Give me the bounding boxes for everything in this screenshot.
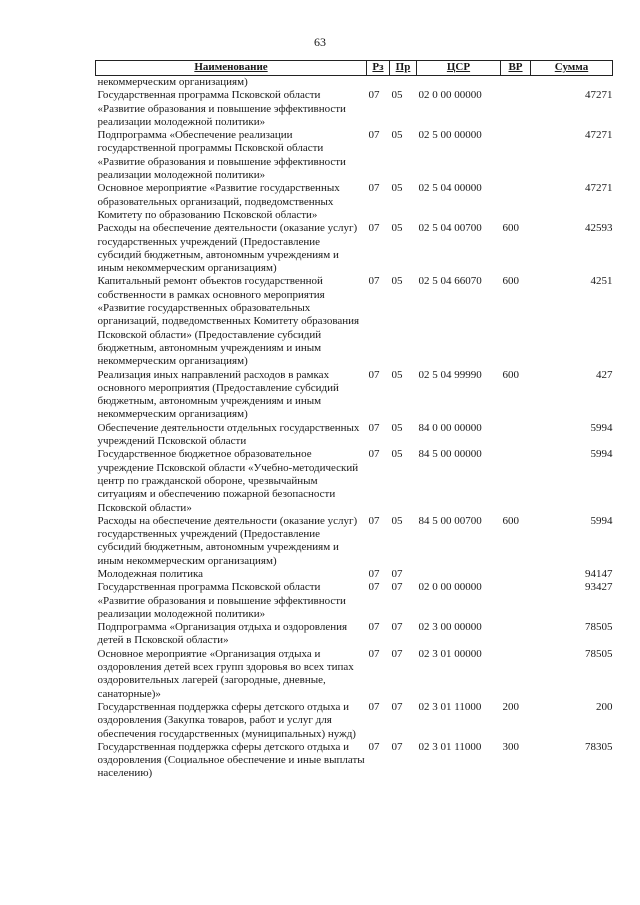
table-row	[96, 701, 613, 741]
cell-pr: 07	[391, 700, 403, 713]
cell-sum: 47271	[585, 89, 613, 102]
cell-name: Подпрограмма «Обеспечение реализации государственной программы Псковской области «Развитие образования и повышение эффективности реализации молодежной политики»	[97, 129, 346, 182]
cell-csr	[417, 568, 501, 581]
cell-vr	[501, 89, 531, 129]
cell-csr: 02 0 00 00000	[418, 89, 482, 102]
table-row	[96, 222, 613, 275]
cell-rz: 07	[368, 421, 380, 434]
cell-pr: 05	[391, 448, 403, 461]
cell-sum: 78505	[585, 621, 613, 634]
cell-sum: 47271	[585, 182, 613, 195]
cell-csr: 02 3 01 00000	[418, 647, 482, 660]
cell-vr: 600	[502, 368, 519, 381]
cell-csr: 02 0 00 00000	[418, 581, 482, 594]
cell-pr: 07	[391, 647, 403, 660]
cell-rz: 07	[368, 740, 380, 753]
cell-vr	[501, 448, 531, 514]
cell-name: Государственное бюджетное образовательное учреждение Псковской области «Учебно-методический центр по гражданской обороне, чрезвычайным ситуациям и обеспечению пожарной безопасности Псковской области»	[97, 448, 359, 514]
cell-csr: 02 3 01 11000	[418, 740, 482, 753]
cell-vr	[501, 129, 531, 182]
cell-rz: 07	[368, 222, 380, 235]
table-row	[96, 182, 613, 222]
cell-pr: 05	[391, 421, 403, 434]
header-rz: Рз	[367, 61, 390, 76]
cell-name: Государственная программа Псковской области «Развитие образования и повышение эффективности реализации молодежной политики»	[97, 581, 346, 620]
cell-sum: 47271	[585, 129, 613, 142]
cell-vr	[501, 76, 531, 90]
cell-pr: 07	[391, 740, 403, 753]
cell-pr: 07	[391, 621, 403, 634]
cell-name: Капитальный ремонт объектов государственной собственности в рамках основного мероприятия «Развитие государственных образовательных организаций, подведомственных Комитету образования Псковской области» (Предоставление субсидий бюджетным, автономным учреждениям и иным некоммерческим организациям)	[97, 275, 360, 368]
cell-name: Государственная поддержка сферы детского отдыха и оздоровления (Закупка товаров, работ и услуг для обеспечения государственных (муниципальных) нужд)	[97, 700, 356, 740]
cell-sum: 427	[596, 368, 613, 381]
page-number: 63	[314, 35, 326, 49]
cell-sum	[531, 76, 613, 90]
cell-rz: 07	[368, 182, 380, 195]
cell-sum: 5994	[590, 514, 613, 527]
cell-pr: 07	[391, 567, 403, 580]
cell-pr: 05	[391, 368, 403, 381]
header-csr: ЦСР	[417, 61, 501, 76]
cell-sum: 78305	[585, 740, 613, 753]
cell-sum: 200	[596, 700, 613, 713]
header-sum: Сумма	[531, 61, 613, 76]
cell-pr: 05	[391, 514, 403, 527]
cell-vr	[501, 648, 531, 701]
cell-pr: 05	[391, 275, 403, 288]
table-row	[96, 621, 613, 648]
cell-vr: 600	[502, 275, 519, 288]
cell-pr	[390, 76, 417, 90]
cell-csr: 02 5 04 00700	[418, 222, 482, 235]
table-row	[96, 448, 613, 514]
cell-csr: 02 5 00 00000	[418, 129, 482, 142]
cell-name: Обеспечение деятельности отдельных государственных учреждений Псковской области	[97, 421, 360, 448]
cell-csr: 02 3 01 11000	[418, 700, 482, 713]
table-row	[96, 648, 613, 701]
cell-rz: 07	[368, 647, 380, 660]
cell-name: Молодежная политика	[97, 567, 204, 580]
table-body	[96, 76, 613, 781]
cell-rz: 07	[368, 448, 380, 461]
cell-name: Государственная поддержка сферы детского отдыха и оздоровления (Социальное обеспечение и иные выплаты населению)	[97, 740, 365, 780]
table-row	[96, 89, 613, 129]
cell-rz: 07	[368, 275, 380, 288]
cell-vr	[501, 621, 531, 648]
cell-name: Основное мероприятие «Организация отдыха и оздоровления детей всех групп здоровья во всех типах оздоровительных лагерей (загородные, дневные, санаторные)»	[97, 647, 354, 700]
cell-sum: 5994	[590, 421, 613, 434]
cell-vr	[501, 422, 531, 449]
table-row	[96, 76, 613, 90]
table-row	[96, 275, 613, 368]
cell-csr: 84 0 00 00000	[418, 421, 482, 434]
cell-name: Расходы на обеспечение деятельности (оказание услуг) государственных учреждений (Предоставление субсидий бюджетным, автономным учреждениям и иным некоммерческим организациям)	[97, 514, 358, 567]
cell-rz: 07	[368, 89, 380, 102]
header-vr: ВР	[501, 61, 531, 76]
table-row	[96, 422, 613, 449]
cell-name: Расходы на обеспечение деятельности (оказание услуг) государственных учреждений (Предоставление субсидий бюджетным, автономным учреждениям и иным некоммерческим организациям)	[97, 222, 358, 275]
cell-rz: 07	[368, 368, 380, 381]
table-row	[96, 129, 613, 182]
cell-csr: 02 3 00 00000	[418, 621, 482, 634]
cell-vr	[501, 568, 531, 581]
cell-name: Подпрограмма «Организация отдыха и оздоровления детей в Псковской области»	[97, 621, 348, 647]
header-pr: Пр	[390, 61, 417, 76]
cell-rz	[367, 76, 390, 90]
cell-pr: 05	[391, 222, 403, 235]
table-header-row	[96, 61, 613, 76]
cell-vr: 300	[502, 740, 519, 753]
cell-rz: 07	[368, 581, 380, 594]
table-row	[96, 568, 613, 581]
cell-sum: 78505	[585, 647, 613, 660]
cell-name: Государственная программа Псковской области «Развитие образования и повышение эффективности реализации молодежной политики»	[97, 89, 346, 128]
cell-name: Основное мероприятие «Развитие государственных образовательных организаций, подведомственных Комитету по образованию Псковской области»	[97, 182, 340, 221]
cell-vr	[501, 581, 531, 621]
cell-rz: 07	[368, 514, 380, 527]
cell-sum: 5994	[590, 448, 613, 461]
cell-vr	[501, 182, 531, 222]
cell-rz: 07	[368, 621, 380, 634]
cell-rz: 07	[368, 129, 380, 142]
cell-vr: 600	[502, 514, 519, 527]
budget-table	[95, 60, 613, 781]
cell-pr: 05	[391, 129, 403, 142]
cell-csr: 02 5 04 00000	[418, 182, 482, 195]
cell-sum: 42593	[585, 222, 613, 235]
cell-sum: 4251	[590, 275, 613, 288]
cell-name: Реализация иных направлений расходов в рамках основного мероприятия (Предоставление субсидий бюджетным, автономным учреждениям и иным некоммерческим организациям)	[97, 368, 339, 421]
cell-vr: 600	[502, 222, 519, 235]
table-row	[96, 741, 613, 781]
cell-csr	[417, 76, 501, 90]
cell-sum: 94147	[585, 567, 613, 580]
cell-csr: 84 5 00 00700	[418, 514, 482, 527]
cell-pr: 07	[391, 581, 403, 594]
cell-rz: 07	[368, 700, 380, 713]
cell-csr: 84 5 00 00000	[418, 448, 482, 461]
cell-sum: 93427	[585, 581, 613, 594]
cell-vr: 200	[502, 700, 519, 713]
table-row	[96, 515, 613, 568]
header-name: Наименование	[96, 61, 367, 76]
table-row	[96, 581, 613, 621]
cell-csr: 02 5 04 99990	[418, 368, 482, 381]
cell-name: некоммерческим организациям)	[97, 76, 248, 88]
cell-pr: 05	[391, 182, 403, 195]
cell-csr: 02 5 04 66070	[418, 275, 482, 288]
cell-rz: 07	[368, 567, 380, 580]
cell-pr: 05	[391, 89, 403, 102]
table-row	[96, 369, 613, 422]
